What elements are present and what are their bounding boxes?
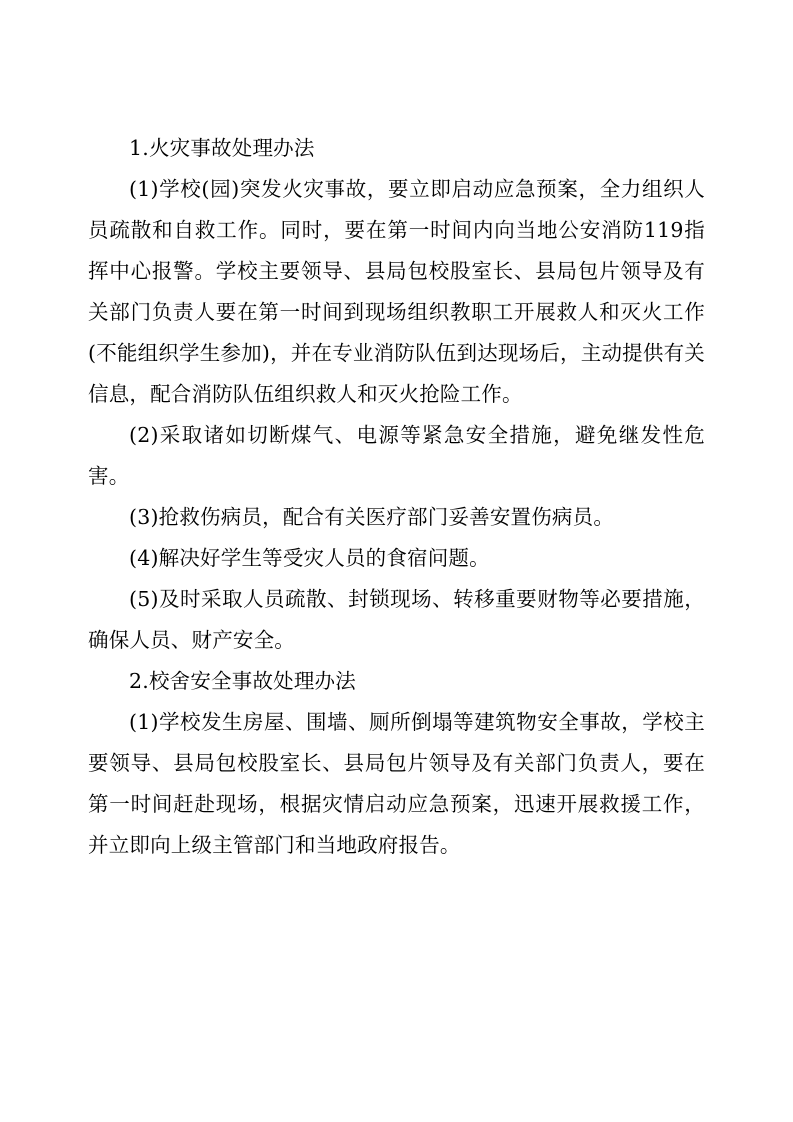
- paragraph-fire-item-5: (5)及时采取人员疏散、封锁现场、转移重要财物等必要措施，确保人员、财产安全。: [88, 587, 705, 652]
- paragraph-fire-item-1: (1)学校(园)突发火灾事故，要立即启动应急预案，全力组织人员疏散和自救工作。同时，要在第一时间内向当地公安消防119指挥中心报警。学校主要领导、县局包校股室长、县局包片领导及有关部门负责人要在第一时间到现场组织教职工开展救人和灭火工作(不能组织学生参加)，并在专业消防队伍到达现场后，主动提供有关信息，配合消防队伍组织救人和灭火抢险工作。: [88, 177, 705, 406]
- paragraph-fire-accident-heading: 1.火灾事故处理办法: [129, 136, 315, 160]
- document-body: [88, 128, 705, 866]
- paragraph-building-safety-heading: 2.校舍安全事故处理办法: [129, 669, 356, 693]
- paragraph-building-item-1: (1)学校发生房屋、围墙、厕所倒塌等建筑物安全事故，学校主要领导、县局包校股室长、县局包片领导及有关部门负责人，要在第一时间赶赴现场，根据灾情启动应急预案，迅速开展救援工作，并立即向上级主管部门和当地政府报告。: [88, 710, 705, 857]
- paragraph-fire-item-2: (2)采取诸如切断煤气、电源等紧急安全措施，避免继发性危害。: [88, 423, 705, 488]
- paragraph-fire-item-3: (3)抢救伤病员，配合有关医疗部门妥善安置伤病员。: [129, 505, 615, 529]
- paragraph-fire-item-4: (4)解决好学生等受灾人员的食宿问题。: [129, 546, 490, 570]
